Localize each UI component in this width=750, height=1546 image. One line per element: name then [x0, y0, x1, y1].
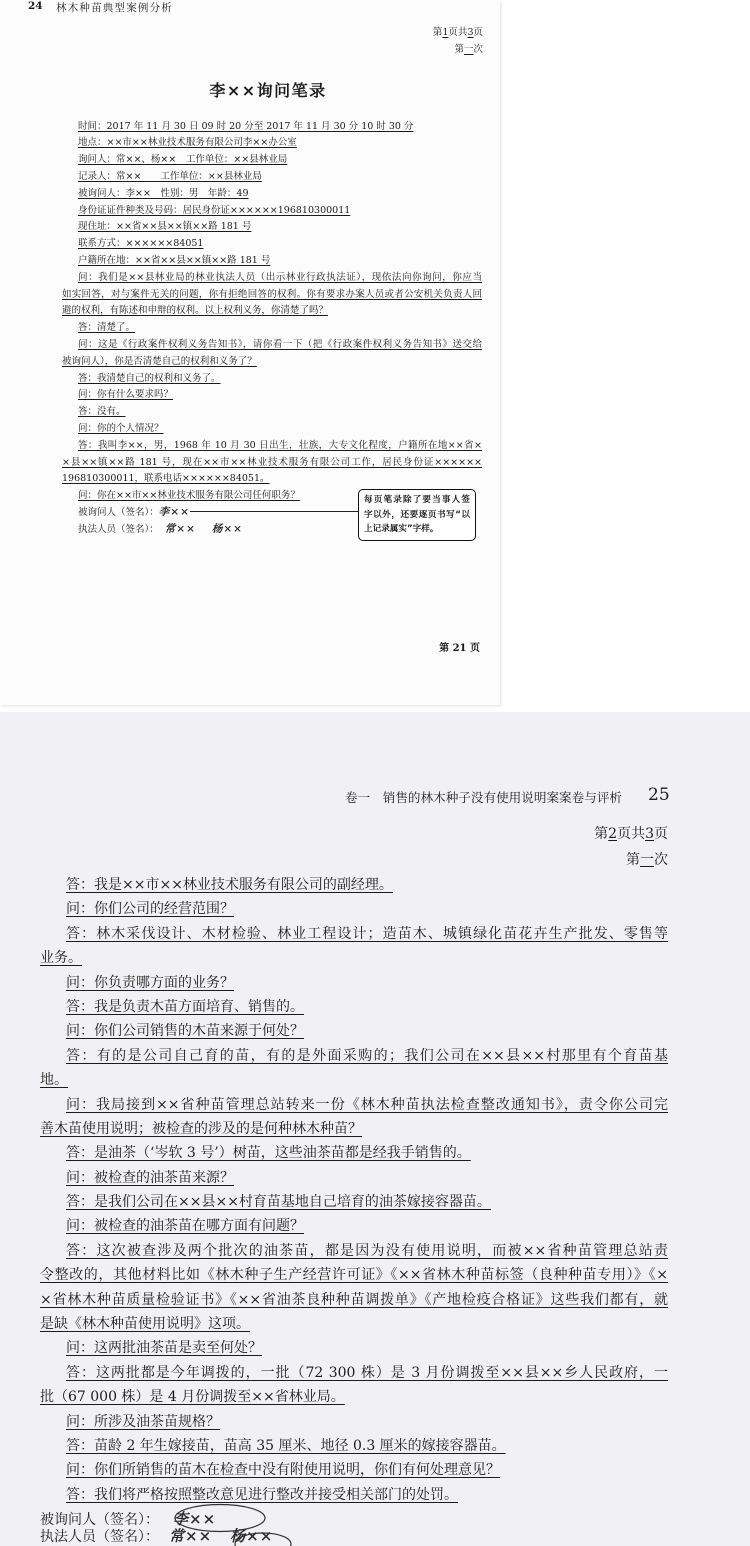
page-indicator-suffix: 页: [473, 27, 483, 38]
officer-signature: 杨××: [230, 1527, 274, 1545]
answer-line: 答：是油茶（‘岑软 3 号’）树苗，这些油茶苗都是经我手销售的。: [66, 1145, 471, 1162]
answer-line: 答：我是负责木苗方面培育、销售的。: [66, 998, 304, 1015]
answer-line: 答：我们将严格按照整改意见进行整改并接受相关部门的处罚。: [66, 1486, 458, 1503]
officers-signature-label: 执法人员（签名）：: [40, 1529, 159, 1545]
answer-line: 196810300011，联系电话××××××84051。: [62, 473, 270, 485]
note-connector-line: [190, 511, 358, 512]
page-indicator-suffix: 页: [654, 826, 668, 842]
record-page-indicator: [405, 24, 483, 38]
answer-line: 答：这两批都是今年调拨的，一批（72 300 株）是 3 月份调拨至××县××乡人民政府，一: [66, 1364, 668, 1381]
answer-line: 答：林木采伐设计、木材检验、林业工程设计；造苗木、城镇绿化苗花卉生产批发、零售等: [66, 925, 668, 942]
record-page-indicator: [570, 823, 668, 841]
question-line: 被询问人），你是否清楚自己的权利和义务了？: [62, 355, 257, 367]
officer-signature: 常××: [169, 1527, 213, 1545]
page-indicator-current: 2: [608, 826, 618, 842]
page-indicator-middle: 页共: [448, 27, 468, 38]
record-time: 时间：2017 年 11 月 30 日 09 时 20 分至 2017 年 11 月 30 分 10 时 30 分: [78, 120, 414, 132]
officers-signature-line: [78, 521, 243, 537]
page-indicator-prefix: 第: [594, 826, 609, 842]
page-indicator-prefix: 第: [432, 27, 443, 38]
question-line: 问：你们公司销售的木苗来源于何处？: [66, 1023, 304, 1040]
question-line: 问：你的个人情况？: [78, 422, 164, 434]
annotation-line: 每页笔录除了要当事人签: [364, 495, 470, 505]
question-line: 问：我局接到××省种苗管理总站转来一份《林木种苗执法检查整改通知书》，责令你公司完: [66, 1096, 668, 1113]
running-head-title: 林木种苗典型案例分析: [56, 2, 173, 14]
question-line: 问：所涉及油茶苗规格？: [66, 1413, 220, 1430]
record-location: 地点：××市××林业技术服务有限公司李××办公室: [78, 137, 297, 149]
record-session: [425, 41, 483, 55]
question-line: 问：被检查的油茶苗来源？: [66, 1169, 234, 1186]
answer-line: 批（67 000 株）是 4 月份调拨至××省林业局。: [40, 1389, 345, 1406]
record-text-block: [62, 119, 482, 505]
running-head-page-number: 25: [648, 785, 670, 805]
page-indicator-total: 3: [467, 27, 474, 38]
record-text-block: [40, 873, 668, 1507]
answer-line: ×县××镇××路 181 号，现在××市××林业技术服务有限公司工作，居民身份证××××××: [62, 456, 482, 468]
question-line: 如实回答，对与案件无关的问题，你有拒绝回答的权利。你有要求办案人员或者公安机关负责人回: [62, 288, 482, 300]
session-prefix: 第: [626, 852, 640, 868]
session-suffix: 次: [654, 852, 668, 868]
question-line: 问：你有什么要求吗？: [78, 389, 174, 401]
answer-line: 令整改的，其他材料比如《林木种子生产经营许可证》《××省林木种苗标签（良种种苗专用）》《×: [40, 1267, 668, 1284]
answer-line: 答：有的是公司自己育的苗，有的是外面采购的；我们公司在××县××村那里有个育苗基: [66, 1047, 668, 1064]
question-line: 问：你们公司的经营范围？: [66, 901, 234, 918]
annotation-line: 字以外，还要逐页书写“以: [364, 509, 470, 520]
record-id-number: 身份证证件种类及号码：居民身份证××××××196810300011: [78, 204, 351, 216]
question-line: 问：这两批油茶苗是卖至何处？: [66, 1340, 262, 1357]
question-line: 问：你负责哪方面的业务？: [66, 974, 234, 991]
record-page-footer: 第 21 页: [439, 643, 480, 654]
record-household-registration: 户籍所在地：××省××县××镇××路 181 号: [78, 254, 271, 266]
answer-line: 答：没有。: [78, 406, 126, 418]
session-suffix: 次: [473, 44, 483, 55]
session-ordinal: 一: [640, 852, 654, 868]
book-page-24: [0, 0, 500, 705]
record-session: [598, 849, 668, 867]
answer-line: 答：这次被查涉及两个批次的油茶苗，都是因为没有使用说明，而被××省种苗管理总站责: [66, 1242, 668, 1259]
session-prefix: 第: [454, 44, 464, 55]
interviewee-signature-label: 被询问人（签名）：: [40, 1512, 159, 1528]
answer-line: 答：我叫李××，男，1968 年 10 月 30 日出生，壮族，大专文化程度，户籍所在地××省×: [78, 439, 482, 451]
page-indicator-middle: 页共: [617, 826, 646, 842]
record-title: 李××询问笔录: [209, 81, 327, 100]
answer-line: 答：清楚了。: [78, 322, 136, 334]
question-line: 问：你们所销售的苗木在检查中没有附使用说明，你们有何处理意见？: [66, 1462, 500, 1479]
running-head-page-number: 24: [28, 0, 43, 12]
running-head-title: 卷一 销售的林木种子没有使用说明案案卷与评析: [344, 790, 622, 805]
answer-line: 业务。: [40, 950, 82, 967]
question-line: 善木苗使用说明；被检查的涉及的是何种林木种苗？: [40, 1120, 362, 1137]
record-address: 现住址：××省××县××镇××路 181 号: [78, 221, 252, 233]
page-indicator-current: 1: [442, 27, 449, 38]
officers-signature-label: 执法人员（签名）：: [78, 524, 159, 535]
annotation-callout: [358, 489, 476, 541]
record-interviewee: 被询问人：李×× 性别：男 年龄：49: [78, 187, 249, 199]
interviewee-signature-label: 被询问人（签名）：: [78, 507, 159, 518]
officer-signature: 常××: [164, 523, 196, 535]
record-contact: 联系方式：××××××84051: [78, 238, 204, 250]
page-indicator-total: 3: [645, 826, 654, 842]
answer-line: 答：是我们公司在××县××村育苗基地自己培育的油茶嫁接容器苗。: [66, 1194, 491, 1211]
question-line: 问：被检查的油茶苗在哪方面有问题？: [66, 1218, 304, 1235]
record-interviewers: 询问人：常××、杨×× 工作单位：××县林业局: [78, 154, 288, 166]
interviewee-signature: 李××: [158, 506, 190, 518]
record-recorder: 记录人：常×× 工作单位：××县林业局: [78, 170, 262, 182]
officer-signature: 杨××: [211, 523, 243, 535]
book-page-25: [0, 712, 750, 1546]
interviewee-signature-line: [78, 504, 190, 520]
officers-signature-line: [40, 1527, 273, 1545]
question-line: 问：这是《行政案件权利义务告知书》，请你看一下（把《行政案件权利义务告知书》送交给: [78, 338, 482, 350]
question-line: 避的权利，有陈述和申辩的权利。以上权利义务，你清楚了吗？: [62, 305, 329, 317]
annotation-line: 上记录属实”字样。: [364, 524, 439, 535]
question-line: 问：你在××市××林业技术服务有限公司任何职务？: [78, 490, 300, 502]
answer-line: ×省林木种苗质量检验证书》《××省油茶良种种苗调拨单》《产地检疫合格证》这些我们都有，就: [40, 1291, 668, 1308]
answer-line: 答：我是××市××林业技术服务有限公司的副经理。: [66, 877, 393, 893]
session-ordinal: 一: [463, 44, 474, 55]
answer-line: 是缺《林木种苗使用说明》这项。: [40, 1316, 250, 1333]
answer-line: 答：苗龄 2 年生嫁接苗，苗高 35 厘米、地径 0.3 厘米的嫁接容器苗。: [66, 1437, 506, 1454]
answer-line: 答：我清楚自己的权利和义务了。: [78, 372, 221, 384]
answer-line: 地。: [40, 1072, 68, 1089]
interviewee-signature: 李××: [173, 1510, 217, 1528]
question-line: 问：我们是××县林业局的林业执法人员（出示林业行政执法证），现依法向你询问，你应当: [78, 271, 482, 283]
